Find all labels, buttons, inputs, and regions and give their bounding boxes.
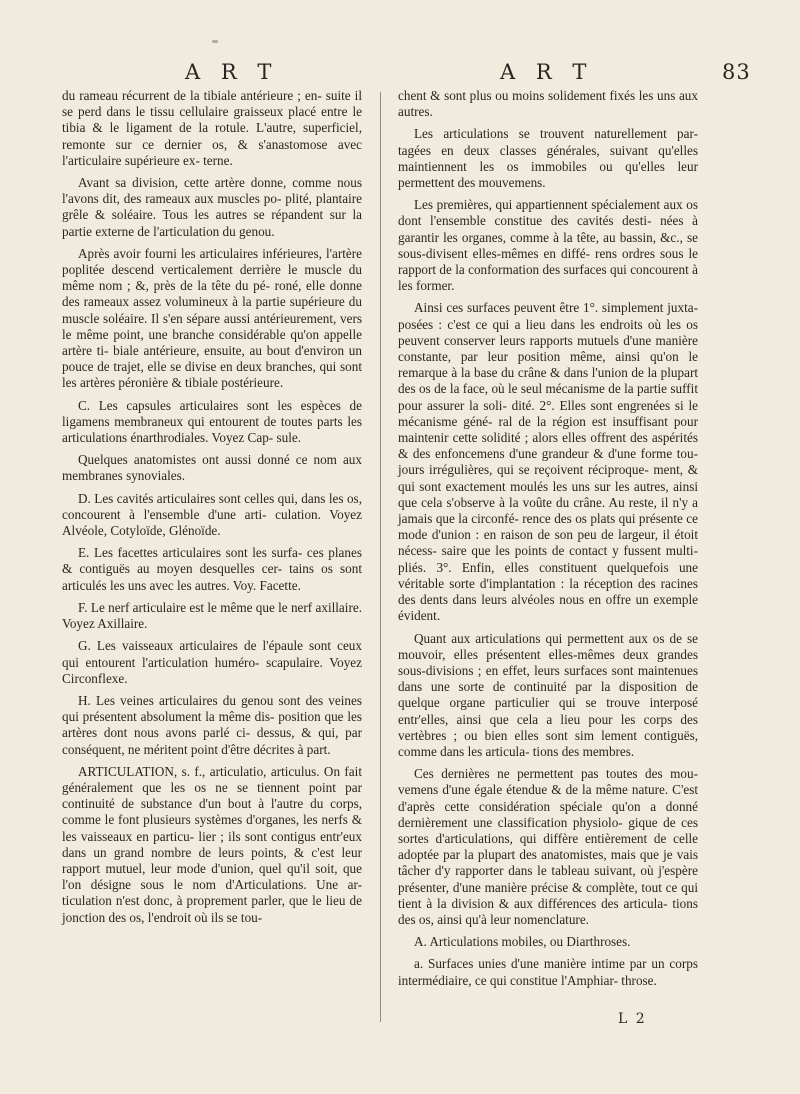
right-column: [398, 88, 698, 995]
paragraph: E. Les facettes articulaires sont les surfa- ces planes & contiguës au moyen desquelles cer- tains os sont articulés les uns avec les autres. Voy. Facette.: [62, 545, 362, 593]
header-right-title: A R T: [500, 60, 594, 84]
left-column: [62, 88, 362, 932]
paragraph: D. Les cavités articulaires sont celles qui, dans les os, concourent à l'ensemble d'une arti- culation. Voyez Alvéole, Cotyloïde, Glénoïde.: [62, 490, 362, 539]
entry-articulation: ARTICULATION, s. f., articulatio, articulus. On fait généralement que les os ne se tiennent point par continuité de substance d'un bout à l'autre du corps, comme le font plusieurs systèmes d'organes, les nerfs & les vaisseaux en particu- lier ; ils sont contigus entr'eux dans un grand nombre de leurs points, & c'est leur rapport mutuel, leur mode d'union, quel qu'il soit, que l'on désigne sous le nom d'Articulations. Une ar- ticulation n'est donc, à proprement parler, que le lieu de jonction des os, l'endroit où ils se tou-: [62, 763, 362, 925]
paragraph: Les premières, qui appartiennent spécialement aux os dont l'ensemble constitue des cavités desti- nées à garantir les organes, comme à la tête, au bassin, &c., se sous-divisent elles-mêmes en diffé- rens ordres sous le rapport de la conformation des surfaces qui concourent à les former.: [398, 197, 698, 294]
paragraph: Les articulations se trouvent naturellement par- tagées en deux classes générales, suivant qu'elles maintiennent les os immobiles ou qu'elles leur permettent des mouvemens.: [398, 126, 698, 191]
paragraph: Ces dernières ne permettent pas toutes des mou- vemens d'une égale étendue & de la même nature. C'est d'après cette considération spéciale qu'on a donné dernièrement une classification physiolo- gique de ces sortes d'articulations, qui diffère entièrement de celle adoptée par la plupart des anatomistes, mais que je vais tâcher d'y rapporter dans le tableau suivant, où j'espère présenter, d'une manière précise & complète, tout ce qui tient à la division & aux différences des articula- tions des os, ainsi qu'à leur nomenclature.: [398, 766, 698, 927]
paragraph: C. Les capsules articulaires sont les espèces de ligamens membraneux qui entourent de toutes parts les articulations énarthrodiales. Voyez Cap- sule.: [62, 397, 362, 446]
paragraph: Quelques anatomistes ont aussi donné ce nom aux membranes synoviales.: [62, 452, 362, 484]
paragraph: Avant sa division, cette artère donne, comme nous l'avons dit, des rameaux aux muscles po- plité, plantaire grêle & soléaire. Tous les autres se répandent sur la partie externe de l'articulation du genou.: [62, 175, 362, 239]
signature-mark: L 2: [618, 1011, 647, 1027]
ink-smudge: [212, 40, 218, 43]
page-number: 83: [722, 60, 751, 84]
header-left-title: A R T: [185, 60, 279, 84]
running-header: [0, 56, 800, 92]
paragraph: G. Les vaisseaux articulaires de l'épaule sont ceux qui entourent l'articulation huméro- scapulaire. Voyez Circonflexe.: [62, 638, 362, 686]
paragraph: Ainsi ces surfaces peuvent être 1°. simplement juxta-posées : c'est ce qui a lieu dans les endroits où les os peuvent conserver leurs rapports mutuels d'une manière constante, par leur position même, ainsi qu'on le remarque à la base du crâne & dans l'union de la plupart des os de la face, où le seul mécanisme de la partie suffit pour assurer la soli- dité. 2°. Elles sont engrenées si le mécanisme géné- ral de la région est insuffisant pour maintenir cette solidité ; alors elles offrent des aspérités & des enfoncemens d'une grandeur & d'une forme tou- jours irrégulières, qui se reçoivent réciproque- ment, & qui sont exactement moulés les uns sur les autres, ainsi que cela s'observe à la voûte du crâne. Au reste, il n'y a jamais que la circonfé- rence des os plats qui présente ce mode d'union : en raison de son peu de largeur, il étoit nécess- saire que les points de contact y fussent multi- pliés. 3°. Enfin, elles constituent quelquefois une véritable sorte d'implantation : la réception des racines des dents dans leurs alvéoles nous en offre un exemple évident.: [398, 300, 698, 624]
paragraph: F. Le nerf articulaire est le même que le nerf axillaire. Voyez Axillaire.: [62, 599, 362, 632]
paragraph: Quant aux articulations qui permettent aux os de se mouvoir, elles présentent elles-mêmes deux grandes sous-divisions ; en effet, leurs surfaces sont maintenues dans une sorte de continuité par la disposition de quelque organe particulier qui se trouve interposé entr'elles, ainsi que cela a lieu pour les corps des vertèbres ; ou bien elles sont sim lement contiguës, comme dans les articula- tions des membres.: [398, 630, 698, 759]
paragraph: Après avoir fourni les articulaires inférieures, l'artère poplitée descend verticalement derrière le muscle du même nom ; &, près de la tête du pé- roné, elle donne des rameaux assez volumineux à la partie supérieure du muscle soléaire. Il s'en sépare aussi antérieurement, vers le même point, une branche considérable qu'on appelle artère ti- biale antérieure, ensuite, au bout d'environ un pouce de trajet, elle se divise en deux branches, qui sont les artères péronière & tibiale postérieure.: [62, 245, 362, 391]
paragraph: a. Surfaces unies d'une manière intime par un corps intermédiaire, ce qui constitue l'Amphiar- throse.: [398, 956, 698, 988]
paragraph: chent & sont plus ou moins solidement fixés les uns aux autres.: [398, 88, 698, 120]
section-heading: A. Articulations mobiles, ou Diarthroses.: [414, 934, 631, 950]
paragraph: H. Les veines articulaires du genou sont des veines qui présentent absolument la même dis- position que les artères dont nous avons parlé ci- dessus, & qui, par conséquent, ne méritent point d'être décrites à part.: [62, 692, 362, 757]
paragraph: du rameau récurrent de la tibiale antérieure ; en- suite il se perd dans le tissu cellulaire graisseux placé entre le tibia & le ligament de la rotule. L'autre, superficiel, remonte sur ce dernier os, & s'anastomose avec l'articulaire supérieure ex- terne.: [62, 88, 362, 168]
column-divider: [380, 92, 381, 1022]
